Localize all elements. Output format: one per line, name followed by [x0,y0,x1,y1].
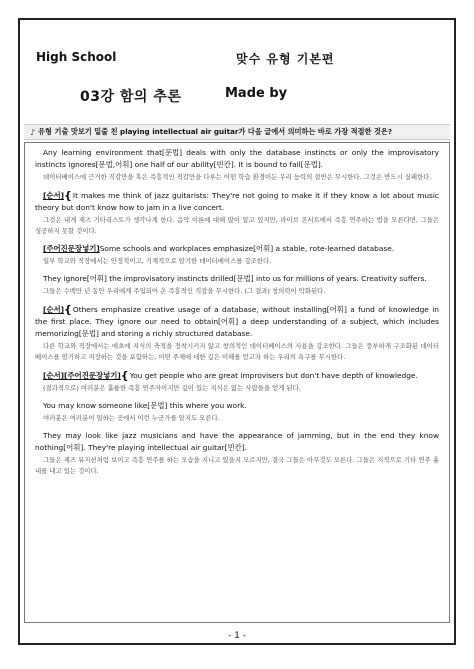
korean-translation: (결과적으로) 여러분은 훌륭한 즉흥 연주자이지만 깊이 있는 지식은 없는 사람들을 얻게 된다. [43,384,301,392]
page-header [20,20,454,124]
english-sentence: You get people who are great improvisers but don't have depth of knowledge. [129,371,418,380]
english-sentence: It makes me think of jazz guitarists: They're not going to make it if they know a lot about music theory but don't know how to jam in a live concert. [35,191,439,212]
page-number: - 1 - [228,631,246,641]
passage-box [24,142,450,623]
question-text: 유형 기출 맛보기 밑줄 친 playing intellectual air guitar가 다음 글에서 의미하는 바로 가장 적절한 것은? [38,127,393,136]
english-text [35,303,439,340]
korean-translation: 데이터베이스에 근거한 직감만을 혹은 즉흥적인 직감만을 다루는 어떤 학습 환경이든 우리 능력의 절반은 무시한다. 그것은 반드시 실패한다. [43,173,432,181]
question-box [24,124,450,140]
korean-translation: 일부 학교와 직장에서는 안정적이고, 기계적으로 암기한 데이터베이스를 강조한다. [43,257,272,265]
english-text [35,189,439,214]
english-text: They may look like jazz musicians and have the appearance of jamming, but in the end they know nothing[어휘]. They're playing intellectual air guitar[빈칸]. [35,431,439,452]
series-title: 맞수 유형 기본편 [236,52,335,66]
english-sentence: Some schools and workplaces emphasize[어휘] a stable, rote-learned database. [99,244,395,253]
paragraph-8 [35,430,439,477]
brace-mark: { [64,189,72,202]
korean-translation: 그것은 내게 재즈 기타리스트가 생각나게 한다. 음악 이론에 대해 많이 알고 있지만, 라이브 콘서트에서 즉흥 연주하는 법을 모른다면, 그들은 성공하지 못할 것이다. [35,216,439,235]
question-tag: [순서] [43,305,65,314]
made-by-label: Made by [225,86,288,101]
english-sentence: Others emphasize creative usage of a database, without installing[어휘] a fund of knowledge in the first place. They ignore our need to obtain[어휘] a deep understanding of a subject, which includes memorizing[문법] and storing a richly structured database. [35,305,439,338]
school-level: High School [36,50,117,64]
paragraph-5 [35,303,439,363]
paragraph-3 [35,243,439,267]
brace-mark: { [64,303,72,316]
lesson-title: 03강 함의 추론 [80,89,182,105]
korean-translation: 다른 학교와 직장에서는 애초에 지식의 축적을 정착시키지 않고 창의적인 데이터베이스의 사용을 강조한다. 그들은 풍부하게 구조화된 데이터베이스를 암기하고 저장하는 것을 포함하는, 어떤 주제에 대한 깊은 이해를 얻고자 하는 우리의 욕구를 무시한다. [35,342,439,361]
paragraph-2 [35,189,439,237]
paragraph-1 [35,147,439,183]
question-tag: [순서][주어진문장넣기] [43,371,121,380]
english-text: Any learning environment that[문법] deals with only the database instincts or only the improvisatory instincts ignores[문법,어휘] one half of our ability[빈칸]. It is bound to fail[문법]. [35,148,439,169]
paragraph-4 [35,273,439,297]
paragraph-7 [35,400,439,424]
english-text: They ignore[어휘] the improvisatory instincts drilled[문법] into us for millions of years. Creativity suffers. [43,274,427,283]
paragraph-6 [35,369,439,394]
korean-translation: 여러분은 여러분이 일하는 곳에서 이런 누군가를 알지도 모른다. [43,414,220,422]
page-frame [18,18,456,645]
english-text [35,369,439,382]
english-text [35,243,439,255]
question-tag: [주어진문장넣기] [43,244,100,253]
korean-translation: 그들은 수백만 년 동안 우리에게 주입되어 온 즉흥적인 직감을 무시한다. (그 결과) 창의력이 악화된다. [43,287,326,295]
brace-mark: { [120,369,129,382]
question-tag: [순서] [43,191,65,200]
english-text: You may know someone like[문법] this where you work. [43,401,247,410]
korean-translation: 그들은 재즈 뮤지션처럼 보이고 즉흥 연주를 하는 모습을 지니고 있을지 모르지만, 결국 그들은 아무것도 모른다. 그들은 지적으로 기타 연주 흉내를 내고 있는 것이다. [35,456,439,475]
music-note-icon: ♪ [30,127,36,137]
